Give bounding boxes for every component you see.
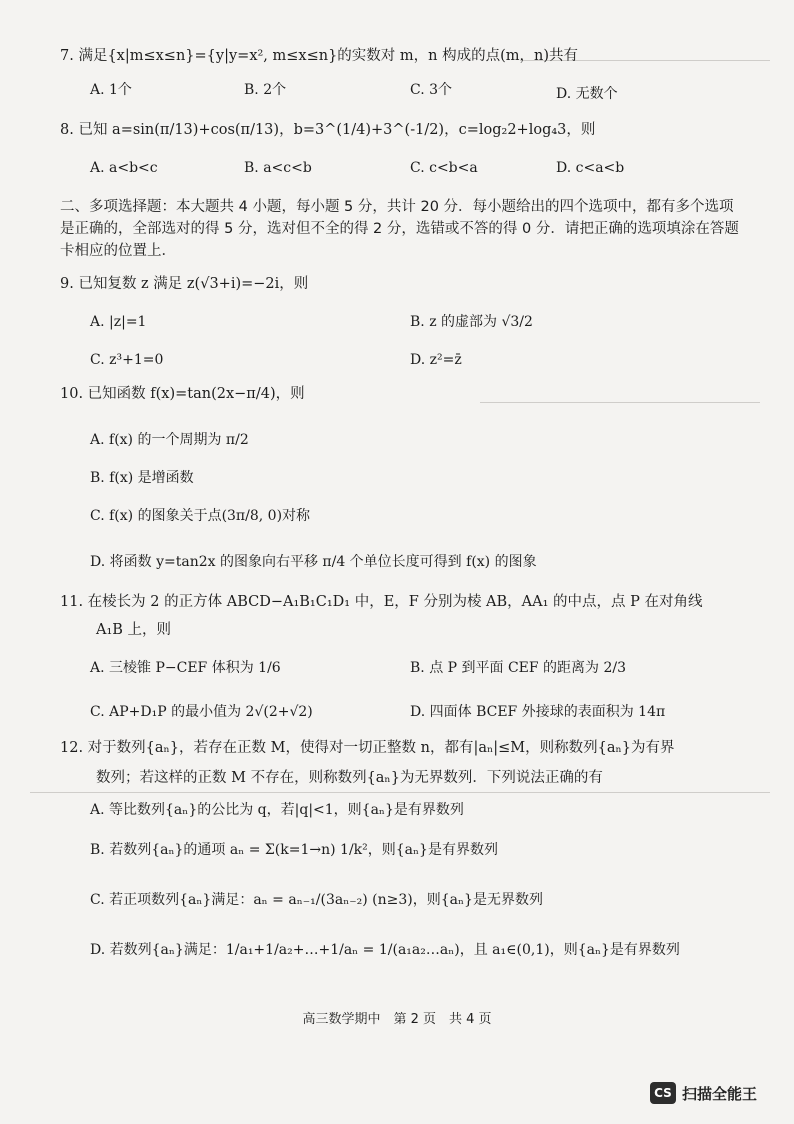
question-9-stem: 9. 已知复数 z 满足 z(√3+i)=−2i，则 — [60, 276, 309, 292]
q8-option-b: B. a<c<b — [244, 160, 312, 176]
q12-option-b: B. 若数列{aₙ}的通项 aₙ = Σ(k=1→n) 1/k²，则{aₙ}是有界数列 — [90, 842, 498, 858]
q11-option-b: B. 点 P 到平面 CEF 的距离为 2/3 — [410, 660, 627, 676]
q12-option-a: A. 等比数列{aₙ}的公比为 q，若|q|<1，则{aₙ}是有界数列 — [90, 802, 464, 818]
question-12-stem-line2: 数列；若这样的正数 M 不存在，则称数列{aₙ}为无界数列．下列说法正确的有 — [96, 770, 603, 786]
q9-option-a: A. |z|=1 — [90, 314, 147, 330]
q12-option-c: C. 若正项数列{aₙ}满足：aₙ = aₙ₋₁/(3aₙ₋₂) (n≥3)，则{aₙ}是无界数列 — [90, 892, 543, 908]
scanner-watermark — [650, 1082, 757, 1104]
question-10-stem: 10. 已知函数 f(x)=tan(2x−π/4)，则 — [60, 386, 305, 402]
q9-option-c: C. z³+1=0 — [90, 352, 164, 368]
q12-option-d: D. 若数列{aₙ}满足：1/a₁+1/a₂+…+1/aₙ = 1/(a₁a₂…aₙ)，且 a₁∈(0,1)，则{aₙ}是有界数列 — [90, 942, 680, 958]
q11-option-d: D. 四面体 BCEF 外接球的表面积为 14π — [410, 704, 666, 720]
camscanner-name: 扫描全能王 — [682, 1084, 758, 1103]
q8-option-d: D. c<a<b — [556, 160, 625, 176]
camscanner-logo-icon: CS — [650, 1082, 676, 1104]
q7-option-d: D. 无数个 — [556, 86, 618, 102]
q10-option-c: C. f(x) 的图象关于点(3π/8, 0)对称 — [90, 508, 311, 524]
question-11-stem-line1: 11. 在棱长为 2 的正方体 ABCD−A₁B₁C₁D₁ 中，E，F 分别为棱 AB，AA₁ 的中点，点 P 在对角线 — [60, 594, 703, 610]
q10-option-a: A. f(x) 的一个周期为 π/2 — [90, 432, 249, 448]
question-12-stem-line1: 12. 对于数列{aₙ}，若存在正数 M，使得对一切正整数 n，都有|aₙ|≤M，则称数列{aₙ}为有界 — [60, 740, 675, 756]
q8-option-c: C. c<b<a — [410, 160, 478, 176]
question-11-stem-line2: A₁B 上，则 — [96, 622, 172, 638]
q11-option-c: C. AP+D₁P 的最小值为 2√(2+√2) — [90, 704, 313, 720]
bleed-through — [30, 792, 770, 793]
q10-option-b: B. f(x) 是增函数 — [90, 470, 194, 486]
question-7-stem: 7. 满足{x|m≤x≤n}={y|y=x², m≤x≤n}的实数对 m，n 构成的点(m，n)共有 — [60, 48, 579, 64]
question-8-stem: 8. 已知 a=sin(π/13)+cos(π/13)，b=3^(1/4)+3^(-1/2)，c=log₂2+log₄3，则 — [60, 122, 596, 138]
q9-option-d: D. z²=z̄ — [410, 352, 462, 368]
q10-option-d: D. 将函数 y=tan2x 的图象向右平移 π/4 个单位长度可得到 f(x) 的图象 — [90, 554, 537, 570]
q7-option-b: B. 2个 — [244, 82, 287, 98]
q7-option-c: C. 3个 — [410, 82, 453, 98]
q8-option-a: A. a<b<c — [90, 160, 158, 176]
q7-option-a: A. 1个 — [90, 82, 132, 98]
q11-option-a: A. 三棱锥 P−CEF 体积为 1/6 — [90, 660, 281, 676]
page-footer: 高三数学期中 第 2 页 共 4 页 — [302, 1012, 492, 1027]
section-2-instructions: 二、多项选择题：本大题共 4 小题，每小题 5 分，共计 20 分．每小题给出的四个选项中，都有多个选项是正确的，全部选对的得 5 分，选对但不全的得 2 分，选错或不答的得 0 分．请把正确的选项填涂在答题卡相应的位置上． — [60, 199, 739, 259]
q9-option-b: B. z 的虚部为 √3/2 — [410, 314, 533, 330]
bleed-through — [480, 402, 760, 403]
